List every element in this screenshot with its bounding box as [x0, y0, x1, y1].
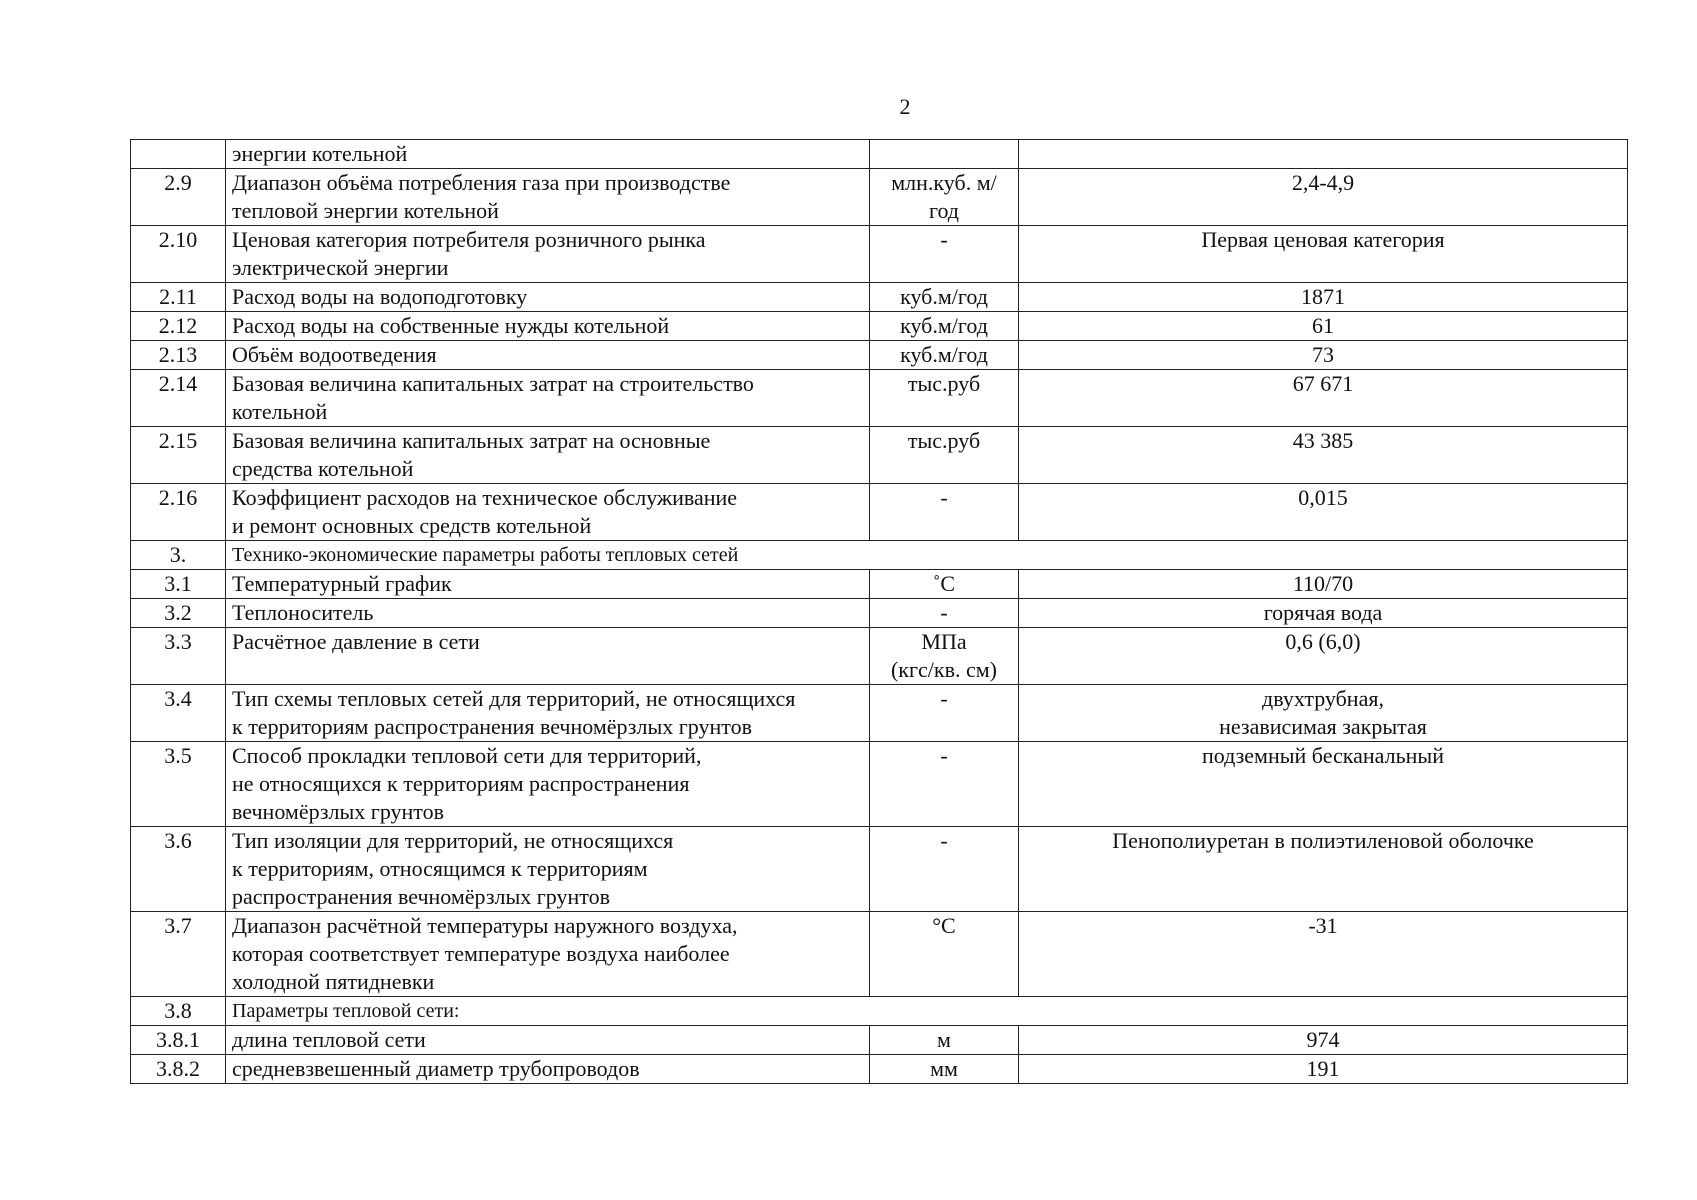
value-cell: Пенополиуретан в полиэтиленовой оболочке	[1019, 827, 1628, 912]
value-cell: Первая ценовая категория	[1019, 226, 1628, 283]
unit-cell: куб.м/год	[870, 283, 1019, 312]
table-row	[131, 570, 1628, 599]
table-row	[131, 827, 1628, 912]
value-cell: 43 385	[1019, 427, 1628, 484]
unit-cell: -	[870, 742, 1019, 827]
row-number-cell: 2.10	[131, 226, 226, 283]
value-cell: 0,6 (6,0)	[1019, 628, 1628, 685]
row-number-cell: 2.13	[131, 341, 226, 370]
parameter-name-cell: Коэффициент расходов на техническое обслуживание и ремонт основных средств котельной	[226, 484, 870, 541]
table-row	[131, 1055, 1628, 1084]
parameter-name-cell: средневзвешенный диаметр трубопроводов	[226, 1055, 870, 1084]
table-row	[131, 742, 1628, 827]
unit-cell: мм	[870, 1055, 1019, 1084]
row-number-cell: 3.8	[131, 997, 226, 1026]
table-row	[131, 370, 1628, 427]
row-number-cell: 2.12	[131, 312, 226, 341]
unit-cell: млн.куб. м/ год	[870, 169, 1019, 226]
value-cell: 67 671	[1019, 370, 1628, 427]
value-cell: -31	[1019, 912, 1628, 997]
parameters-table	[130, 139, 1628, 1084]
value-cell: 2,4-4,9	[1019, 169, 1628, 226]
table-row	[131, 1026, 1628, 1055]
row-number-cell: 2.11	[131, 283, 226, 312]
unit-cell: куб.м/год	[870, 341, 1019, 370]
parameter-name-cell: энергии котельной	[226, 140, 870, 169]
parameter-name-cell: Расход воды на водоподготовку	[226, 283, 870, 312]
table-row	[131, 997, 1628, 1026]
table-row	[131, 140, 1628, 169]
unit-cell	[870, 140, 1019, 169]
value-cell: 974	[1019, 1026, 1628, 1055]
unit-cell: ˚С	[870, 570, 1019, 599]
parameter-name-cell: Диапазон объёма потребления газа при производстве тепловой энергии котельной	[226, 169, 870, 226]
parameter-name-cell: Тип изоляции для территорий, не относящихся к территориям, относящимся к территориям распространения вечномёрзлых грунтов	[226, 827, 870, 912]
table-row	[131, 226, 1628, 283]
row-number-cell: 3.4	[131, 685, 226, 742]
value-cell: 0,015	[1019, 484, 1628, 541]
unit-cell: -	[870, 599, 1019, 628]
table-row	[131, 283, 1628, 312]
section-heading-cell: Параметры тепловой сети:	[226, 997, 1628, 1026]
row-number-cell: 2.14	[131, 370, 226, 427]
row-number-cell: 3.	[131, 541, 226, 570]
unit-cell: -	[870, 484, 1019, 541]
unit-cell: °С	[870, 912, 1019, 997]
unit-cell: тыс.руб	[870, 427, 1019, 484]
value-cell: 61	[1019, 312, 1628, 341]
row-number-cell: 2.15	[131, 427, 226, 484]
value-cell: двухтрубная, независимая закрытая	[1019, 685, 1628, 742]
unit-cell: -	[870, 827, 1019, 912]
value-cell	[1019, 140, 1628, 169]
unit-cell: -	[870, 685, 1019, 742]
value-cell: подземный бесканальный	[1019, 742, 1628, 827]
unit-cell: тыс.руб	[870, 370, 1019, 427]
row-number-cell: 3.5	[131, 742, 226, 827]
parameter-name-cell: Диапазон расчётной температуры наружного воздуха, которая соответствует температуре воздуха наиболее холодной пятидневки	[226, 912, 870, 997]
row-number-cell: 3.8.1	[131, 1026, 226, 1055]
unit-cell: куб.м/год	[870, 312, 1019, 341]
parameter-name-cell: Расчётное давление в сети	[226, 628, 870, 685]
parameter-name-cell: Базовая величина капитальных затрат на основные средства котельной	[226, 427, 870, 484]
table-row	[131, 541, 1628, 570]
row-number-cell: 3.6	[131, 827, 226, 912]
row-number-cell: 3.3	[131, 628, 226, 685]
row-number-cell: 3.8.2	[131, 1055, 226, 1084]
table-row	[131, 427, 1628, 484]
table-row	[131, 912, 1628, 997]
parameter-name-cell: Ценовая категория потребителя розничного рынка электрической энергии	[226, 226, 870, 283]
table-body	[131, 140, 1628, 1084]
parameter-name-cell: длина тепловой сети	[226, 1026, 870, 1055]
row-number-cell: 3.7	[131, 912, 226, 997]
value-cell: 110/70	[1019, 570, 1628, 599]
unit-cell: м	[870, 1026, 1019, 1055]
value-cell: 191	[1019, 1055, 1628, 1084]
row-number-cell: 3.2	[131, 599, 226, 628]
row-number-cell	[131, 140, 226, 169]
unit-cell: -	[870, 226, 1019, 283]
value-cell: 73	[1019, 341, 1628, 370]
table-row	[131, 628, 1628, 685]
parameter-name-cell: Температурный график	[226, 570, 870, 599]
page-number: 2	[899, 94, 911, 119]
row-number-cell: 2.9	[131, 169, 226, 226]
row-number-cell: 2.16	[131, 484, 226, 541]
row-number-cell: 3.1	[131, 570, 226, 599]
table-row	[131, 341, 1628, 370]
table-row	[131, 169, 1628, 226]
table-row	[131, 312, 1628, 341]
parameter-name-cell: Базовая величина капитальных затрат на строительство котельной	[226, 370, 870, 427]
table-row	[131, 599, 1628, 628]
parameter-name-cell: Расход воды на собственные нужды котельной	[226, 312, 870, 341]
section-heading-cell: Технико-экономические параметры работы тепловых сетей	[226, 541, 1628, 570]
table-row	[131, 685, 1628, 742]
value-cell: горячая вода	[1019, 599, 1628, 628]
value-cell: 1871	[1019, 283, 1628, 312]
table-row	[131, 484, 1628, 541]
unit-cell: МПа (кгс/кв. см)	[870, 628, 1019, 685]
parameter-name-cell: Объём водоотведения	[226, 341, 870, 370]
parameter-name-cell: Тип схемы тепловых сетей для территорий, не относящихся к территориям распространения вечномёрзлых грунтов	[226, 685, 870, 742]
parameter-name-cell: Способ прокладки тепловой сети для территорий, не относящихся к территориям распространения вечномёрзлых грунтов	[226, 742, 870, 827]
parameter-name-cell: Теплоноситель	[226, 599, 870, 628]
